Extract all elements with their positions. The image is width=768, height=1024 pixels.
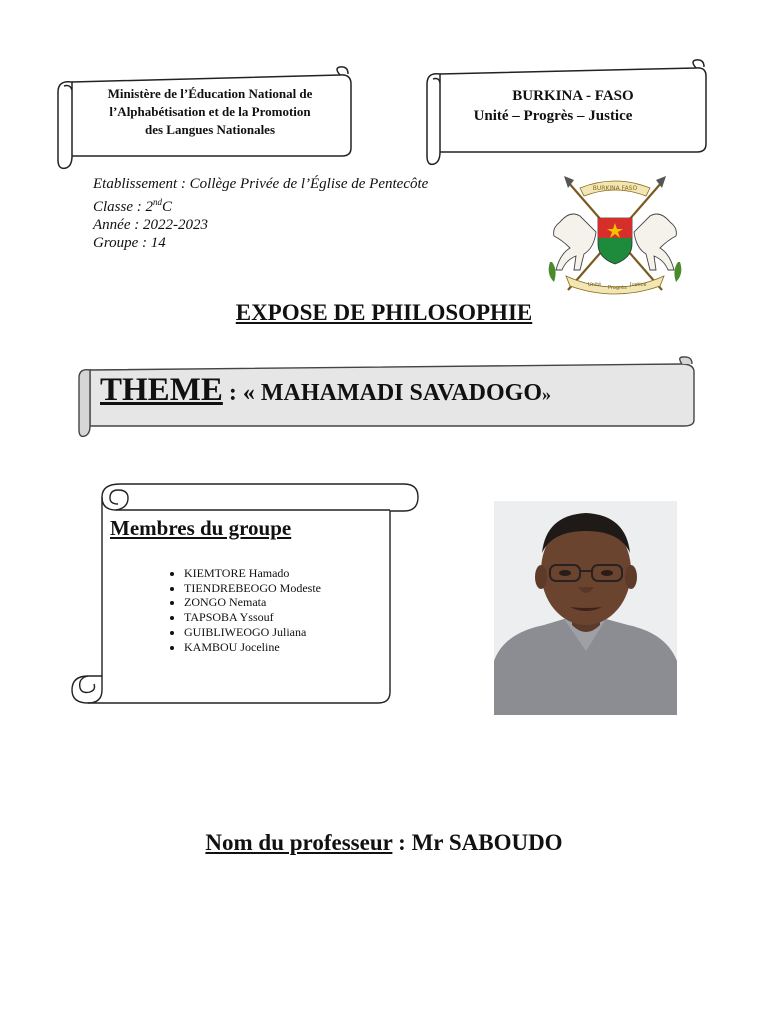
theme-close-quote: »: [542, 384, 551, 404]
theme-open-quote: «: [242, 380, 255, 406]
professor-name: Mr SABOUDO: [411, 830, 563, 855]
emblem-motto-3: Justice: [630, 282, 647, 288]
professor-label: Nom du professeur: [205, 830, 393, 855]
emblem-motto-2: Progrès: [608, 285, 627, 291]
theme-value: MAHAMADI SAVADOGO: [260, 380, 542, 406]
list-item: • ZONGO Nemata: [184, 595, 321, 610]
ministry-line-3: des Langues Nationales: [144, 122, 276, 137]
emblem-motto-1: Unité: [588, 282, 602, 288]
list-item: • KAMBOU Joceline: [184, 640, 321, 655]
country-motto: Unité – Progrès – Justice: [473, 108, 633, 124]
theme-line: THEME : « MAHAMADI SAVADOGO»: [100, 372, 551, 408]
classe-line: Classe : 2ndC: [93, 197, 173, 215]
document-title: EXPOSE DE PHILOSOPHIE: [235, 300, 533, 325]
list-item: • TAPSOBA Yssouf: [184, 610, 321, 625]
theme-label: THEME: [100, 372, 223, 408]
list-item: • TIENDREBEOGO Modeste: [184, 581, 321, 596]
list-item: • KIEMTORE Hamado: [184, 566, 321, 581]
portrait-photo: [494, 501, 677, 715]
svg-text:BURKINA FASO: BURKINA FASO: [592, 185, 638, 192]
ministry-line-2: l’Alphabétisation et de la Promotion: [109, 104, 311, 119]
professor-line: Nom du professeur : Mr SABOUDO: [205, 830, 563, 855]
members-title: Membres du groupe: [110, 516, 292, 540]
list-item: • GUIBLIWEOGO Juliana: [184, 625, 321, 640]
ministry-line-1: Ministère de l’Éducation National de: [107, 86, 313, 101]
country-name: BURKINA - FASO: [512, 88, 634, 104]
annee-line: Année : 2022-2023: [93, 217, 208, 233]
members-list: [160, 566, 321, 654]
etablissement-line: Etablissement : Collège Privée de l’Église de Pentecôte: [93, 176, 429, 192]
groupe-line: Groupe : 14: [93, 235, 166, 251]
